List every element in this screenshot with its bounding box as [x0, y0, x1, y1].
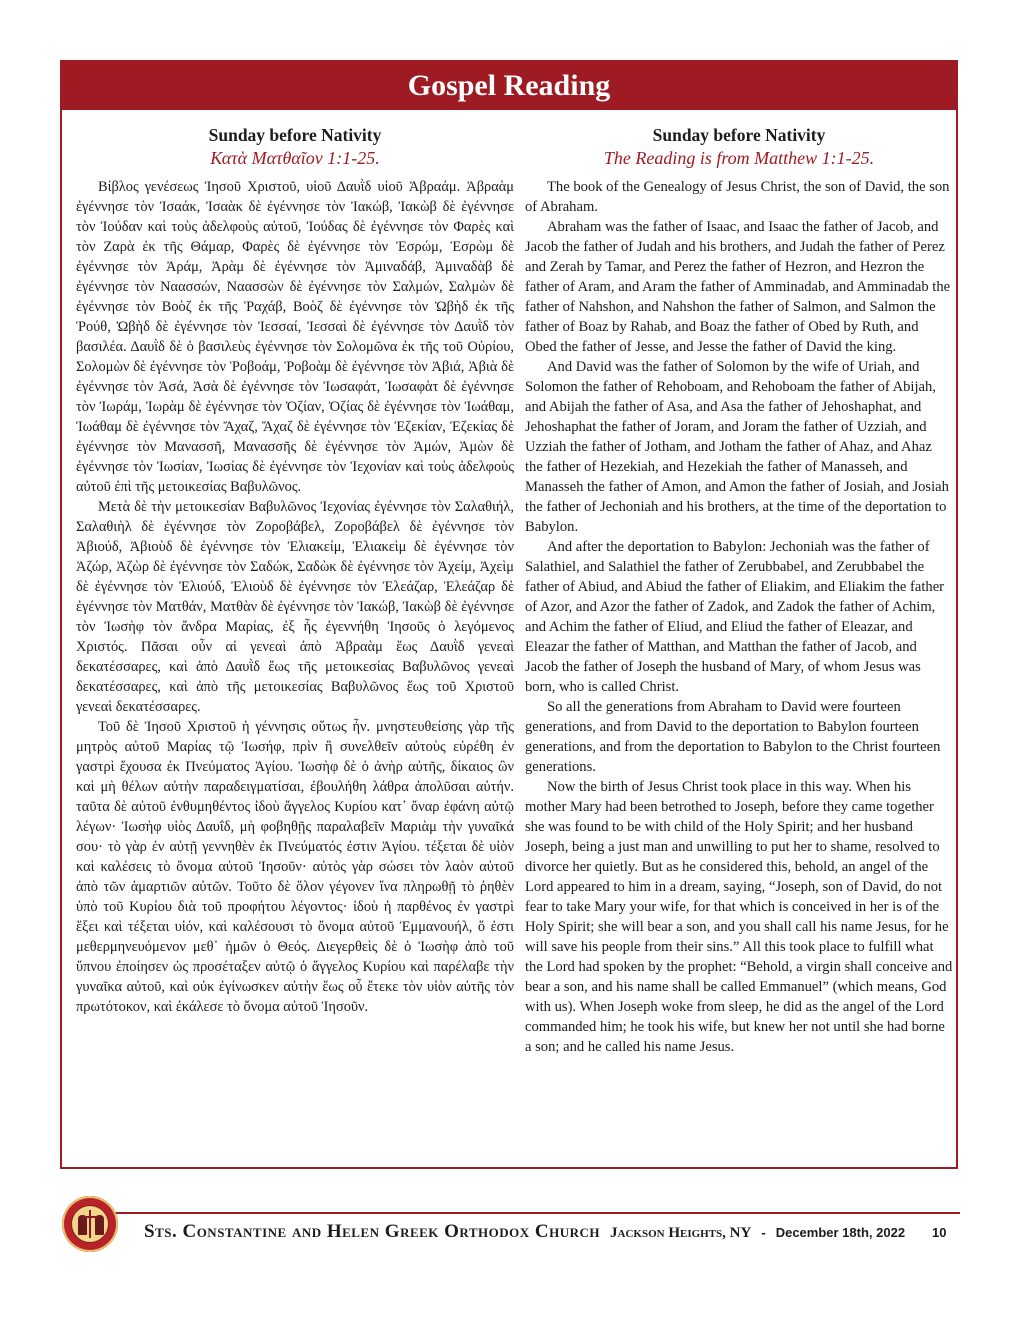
church-name: Sts. Constantine and Helen Greek Orthodox Church	[144, 1221, 601, 1242]
english-paragraph: And David was the father of Solomon by the wife of Uriah, and Solomon the father of Rehoboam, and Rehoboam the father of Abijah, and Abijah the father of Asa, and Asa the father of Jehoshaphat, and Jehoshaphat the father of Joram, and Joram the father of Uzziah, and Uzziah the father of Jotham, and Jotham the father of Ahaz, and Ahaz the father of Hezekiah, and Hezekiah the father of Manasseh, and Manasseh the father of Amon, and Amon the father of Josiah, and Josiah the father of Jechoniah and his brothers, at the time of the deportation to Babylon.	[525, 359, 949, 535]
footer-rule	[102, 1212, 960, 1214]
greek-paragraph: Μετὰ δὲ τὴν μετοικεσίαν Βαβυλῶνος Ἰεχονίας ἐγέννησε τὸν Σαλαθιήλ, Σαλαθιὴλ δὲ ἐγέννησε τὸν Ζοροβάβελ, Ζοροβάβελ δὲ ἐγέννησε τὸν Ἀβιούδ, Ἀβιοὺδ δὲ ἐγέννησε τὸν Ἐλιακείμ, Ἐλιακεὶμ δὲ ἐγέννησε τὸν Ἀζώρ, Ἀζὼρ δὲ ἐγέννησε τὸν Σαδώκ, Σαδὼκ δὲ ἐγέννησε τὸν Ἀχείμ, Ἀχεὶμ δὲ ἐγέννησε τὸν Ἐλιούδ, Ἐλιοὺδ δὲ ἐγέννησε τὸν Ἐλεάζαρ, Ἐλεάζαρ δὲ ἐγέννησε τὸν Ματθάν, Ματθὰν δὲ ἐγέννησε τὸν Ἰακώβ, Ἰακὼβ δὲ ἐγέννησε τὸν Ἰωσὴφ τὸν ἄνδρα Μαρίας, ἐξ ἧς ἐγεννήθη Ἰησοῦς ὁ λεγόμενος Χριστός. Πᾶσαι οὖν αἱ γενεαὶ ἀπὸ Ἀβραὰμ ἕως Δαυῒδ γενεαὶ δεκατέσσαρες, καὶ ἀπὸ Δαυῒδ ἕως τῆς μετοικεσίας Βαβυλῶνος γενεαὶ δεκατέσσαρες, καὶ ἀπὸ τῆς μετοικεσίας Βαβυλῶνος ἕως τοῦ Χριστοῦ γενεαὶ δεκατέσσαρες.	[76, 499, 514, 715]
greek-paragraph: Βίβλος γενέσεως Ἰησοῦ Χριστοῦ, υἱοῦ Δαυῒδ υἱοῦ Ἀβραάμ. Ἀβραὰμ ἐγέννησε τὸν Ἰσαάκ, Ἰσαὰκ δὲ ἐγέννησε τὸν Ἰακώβ, Ἰακὼβ δὲ ἐγέννησε τὸν Ἰούδαν καὶ τοὺς ἀδελφοὺς αὐτοῦ, Ἰούδας δὲ ἐγέννησε τὸν Φαρὲς καὶ τὸν Ζαρὰ ἐκ τῆς Θάμαρ, Φαρὲς δὲ ἐγέννησε τὸν Ἐσρώμ, Ἐσρὼμ δὲ ἐγέννησε τὸν Ἀράμ, Ἀρὰμ δὲ ἐγέννησε τὸν Ἀμιναδάβ, Ἀμιναδὰβ δὲ ἐγέννησε τὸν Ναασσών, Ναασσὼν δὲ ἐγέννησε τὸν Σαλμών, Σαλμὼν δὲ ἐγέννησε τὸν Βοὸζ ἐκ τῆς Ῥαχάβ, Βοὸζ δὲ ἐγέννησε τὸν Ὠβὴδ ἐκ τῆς Ῥούθ, Ὠβὴδ δὲ ἐγέννησε τὸν Ἰεσσαί, Ἰεσσαὶ δὲ ἐγέννησε τὸν Δαυῒδ τὸν βασιλέα. Δαυῒδ δὲ ὁ βασιλεὺς ἐγέννησε τὸν Σολομῶνα ἐκ τῆς τοῦ Οὐρίου, Σολομὼν δὲ ἐγέννησε τὸν Ῥοβοάμ, Ῥοβοὰμ δὲ ἐγέννησε τὸν Ἀβιά, Ἀβιὰ δὲ ἐγέννησε τὸν Ἀσά, Ἀσὰ δὲ ἐγέννησε τὸν Ἰωσαφάτ, Ἰωσαφὰτ δὲ ἐγέννησε τὸν Ἰωράμ, Ἰωρὰμ δὲ ἐγέννησε τὸν Ὀζίαν, Ὀζίας δὲ ἐγέννησε τὸν Ἰωάθαμ, Ἰωάθαμ δὲ ἐγέννησε τὸν Ἄχαζ, Ἄχαζ δὲ ἐγέννησε τὸν Ἐζεκίαν, Ἐζεκίας δὲ ἐγέννησε τὸν Μανασσῆ, Μανασσῆς δὲ ἐγέννησε τὸν Ἀμών, Ἀμὼν δὲ ἐγέννησε τὸν Ἰωσίαν, Ἰωσίας δὲ ἐγέννησε τὸν Ἰεχονίαν καὶ τοὺς ἀδελφοὺς αὐτοῦ ἐπὶ τῆς μετοικεσίας Βαβυλῶνος.	[76, 179, 514, 495]
footer-date: December 18th, 2022	[775, 1225, 906, 1240]
english-paragraph: And after the deportation to Babylon: Jechoniah was the father of Salathiel, and Salathiel the father of Zerubbabel, and Zerubbabel the father of Abiud, and Abiud the father of Eliakim, and Eliakim the father of Azor, and Azor the father of Zadok, and Zadok the father of Achim, and Achim the father of Eliud, and Eliud the father of Eleazar, and Eleazar the father of Matthan, and Matthan the father of Jacob, and Jacob the father of Joseph the husband of Mary, of whom Jesus was born, who is called Christ.	[525, 539, 945, 695]
english-column	[525, 124, 953, 1057]
english-title: Sunday before Nativity	[652, 125, 826, 145]
church-location: Jackson Heights, NY	[610, 1225, 752, 1241]
english-paragraph: So all the generations from Abraham to David were fourteen generations, and from David to the deportation to Babylon fourteen generations, and from the deportation to Babylon to the Christ fourteen generations.	[525, 699, 941, 775]
page-banner	[62, 62, 956, 110]
greek-subtitle: Κατὰ Ματθαῖον 1:1-25.	[210, 148, 380, 168]
reading-frame	[60, 60, 958, 1169]
english-subtitle: The Reading is from Matthew 1:1-25.	[603, 148, 875, 168]
greek-title: Sunday before Nativity	[208, 125, 382, 145]
greek-paragraph: Τοῦ δὲ Ἰησοῦ Χριστοῦ ἡ γέννησις οὕτως ἦν. μνηστευθείσης γὰρ τῆς μητρὸς αὐτοῦ Μαρίας τῷ Ἰωσήφ, πρὶν ἢ συνελθεῖν αὐτοὺς εὑρέθη ἐν γαστρὶ ἔχουσα ἐκ Πνεύματος Ἁγίου. Ἰωσὴφ δὲ ὁ ἀνὴρ αὐτῆς, δίκαιος ὢν καὶ μὴ θέλων αὐτὴν παραδειγματίσαι, ἐβουλήθη λάθρα ἀπολῦσαι αὐτήν. ταῦτα δὲ αὐτοῦ ἐνθυμηθέντος ἰδοὺ ἄγγελος Κυρίου κατ᾿ ὄναρ ἐφάνη αὐτῷ λέγων· Ἰωσὴφ υἱὸς Δαυΐδ, μὴ φοβηθῇς παραλαβεῖν Μαριὰμ τὴν γυναῖκά σου· τὸ γὰρ ἐν αὐτῇ γεννηθὲν ἐκ Πνεύματός ἐστιν Ἁγίου. τέξεται δὲ υἱὸν καὶ καλέσεις τὸ ὄνομα αὐτοῦ Ἰησοῦν· αὐτὸς γὰρ σώσει τὸν λαὸν αὐτοῦ ἀπὸ τῶν ἁμαρτιῶν αὐτῶν. Τοῦτο δὲ ὅλον γέγονεν ἵνα πληρωθῇ τὸ ῥηθὲν ὑπὸ τοῦ Κυρίου διὰ τοῦ προφήτου λέγοντος· ἰδοὺ ἡ παρθένος ἐν γαστρὶ ἕξει καὶ τέξεται υἱόν, καὶ καλέσουσι τὸ ὄνομα αὐτοῦ Ἐμμανουήλ, ὅ ἐστι μεθερμηνευόμενον μεθ᾿ ἡμῶν ὁ Θεός. Διεγερθεὶς δὲ ὁ Ἰωσὴφ ἀπὸ τοῦ ὕπνου ἐποίησεν ὡς προσέταξεν αὐτῷ ὁ ἄγγελος Κυρίου καὶ παρέλαβε τὴν γυναῖκα αὐτοῦ, καὶ οὐκ ἐγίνωσκεν αὐτὴν ἕως οὗ ἔτεκε τὸν υἱὸν αὐτῆς τὸν πρωτότοκον, καὶ ἐκάλεσε τὸ ὄνομα αὐτοῦ Ἰησοῦν.	[76, 719, 514, 1015]
church-seal-icon	[62, 1196, 118, 1252]
footer	[144, 1221, 906, 1243]
page-number: 10	[932, 1225, 947, 1240]
english-paragraph: Abraham was the father of Isaac, and Isaac the father of Jacob, and Jacob the father of Judah and his brothers, and Judah the father of Perez and Zerah by Tamar, and Perez the father of Hezron, and Hezron the father of Aram, and Aram the father of Amminadab, and Amminadab the father of Nahshon, and Nahshon the father of Salmon, and Salmon the father of Boaz by Rahab, and Boaz the father of Obed by Ruth, and Obed the father of Jesse, and Jesse the father of David the king.	[525, 219, 951, 355]
footer-separator: -	[761, 1225, 766, 1240]
english-paragraph: Now the birth of Jesus Christ took place in this way. When his mother Mary had been betrothed to Joseph, before they came together she was found to be with child of the Holy Spirit; and her husband Joseph, being a just man and unwilling to put her to shame, resolved to divorce her quietly. But as he considered this, behold, an angel of the Lord appeared to him in a dream, saying, “Joseph, son of David, do not fear to take Mary your wife, for that which is conceived in her is of the Holy Spirit; she will bear a son, and you shall call his name Jesus, for he will save his people from their sins.” All this took place to fulfill what the Lord had spoken by the prophet: “Behold, a virgin shall conceive and bear a son, and his name shall be called Emmanuel” (which means, God with us). When Joseph woke from sleep, he did as the angel of the Lord commanded him; he took his wife, but knew her not until she had borne a son; and he called his name Jesus.	[525, 779, 953, 1055]
banner-title: Gospel Reading	[407, 69, 611, 102]
english-paragraph: The book of the Genealogy of Jesus Christ, the son of David, the son of Abraham.	[525, 179, 950, 215]
greek-column	[76, 124, 514, 1017]
